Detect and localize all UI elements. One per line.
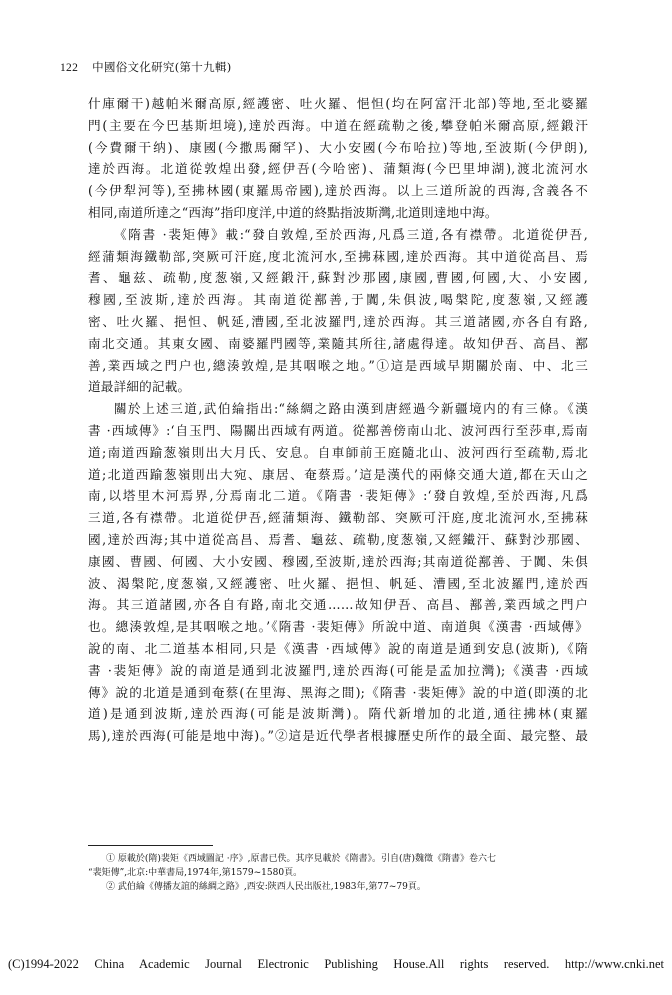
text-line: 門(主要在今巴基斯坦境),達於西海。中道在經疏勒之後,攀登帕米爾高原,經鍛汗 xyxy=(88,117,588,133)
text-line: 道)是通到波斯,達於西海(可能是波斯灣)。隋代新增加的北道,通往拂林(東羅 xyxy=(88,706,588,722)
text-line: 密、吐火羅、挹怛、帆延,漕國,至北波羅門,達於西海。其三道諸國,亦各自有路, xyxy=(88,313,588,329)
text-line: 達於西海。北道從敦煌出發,經伊吾(今哈密)、蒲類海(今巴里坤湖),渡北流河水 xyxy=(88,161,588,177)
text-line: 國,達於西海;其中道從高昌、焉耆、龜兹、疏勒,度葱嶺,又經䥫汗、蘇對沙那國、 xyxy=(88,531,588,547)
text-line: 相同,南道所達之“西海”指印度洋,中道的終點指波斯灣,北道則達地中海。 xyxy=(88,204,498,220)
footnotes xyxy=(88,852,588,894)
running-head xyxy=(60,60,232,75)
paragraph-start-line: 關於上述三道,武伯綸指出:“絲綢之路由漢到唐經過今新疆境内的有三條。《漢 xyxy=(114,401,588,417)
text-line: 三道,各有襟帶。北道從伊吾,經蒲類海、鐵勒部、突厥可汗庭,度北流河水,至拂菻 xyxy=(88,510,588,526)
text-line: 道;北道西踰葱嶺則出大宛、康居、奄蔡焉。’這是漢代的兩條交通大道,都在天山之 xyxy=(88,466,588,482)
text-line: 說的南、北二道基本相同,只是《漢書 ·西域傳》說的南道是通到安息(波斯),《隋 xyxy=(88,640,588,656)
footnote-1-continued: “裴矩傳”,北京:中華書局,1974年,第1579~1580頁。 xyxy=(88,868,303,878)
copyright-notice: (C)1994-2022 China Academic Journal Electronic Publishing House.All rights reserved. http://www.cnki.net xyxy=(8,957,664,971)
text-line: 耆、龜兹、疏勒,度葱嶺,又經鍛汗,蘇對沙那國,康國,曹國,何國,大、小安國, xyxy=(88,270,588,286)
footnote-2: ② 武伯綸《傳播友誼的絲綢之路》,西安:陝西人民出版社,1983年,第77~79頁。 xyxy=(106,882,426,892)
text-line: 書 ·西域傳》:‘自玉門、陽關出西域有两道。從鄯善傍南山北、波河西行至莎車,焉南 xyxy=(88,422,588,438)
text-line: 道最詳細的記載。 xyxy=(88,379,191,395)
text-line: 道;南道西踰葱嶺則出大月氏、安息。自車師前王庭隨北山、波河西行至疏勒,焉北 xyxy=(88,444,588,460)
text-line: 傳》說的北道是通到奄蔡(在里海、黑海之間);《隋書 ·裴矩傳》說的中道(即漢的北 xyxy=(88,684,588,700)
text-line: 書 ·裴矩傳》說的南道是通到北波羅門,達於西海(可能是孟加拉灣);《漢書 ·西域 xyxy=(88,662,588,678)
text-line: (今費爾干纳)、康國(今撒馬爾罕)、大小安國(今布哈拉)等地,至波斯(今伊朗), xyxy=(88,139,588,155)
footnote-1: ① 原載於(隋)裴矩《西域圖記 ·序》,原書已佚。其序見載於《隋書》。引自(唐)魏徵《隋書》卷六七 xyxy=(106,854,496,864)
paragraph-start-line: 《隋書 ·裴矩傳》載:“發自敦煌,至於西海,凡爲三道,各有襟帶。北道從伊吾, xyxy=(114,226,588,242)
text-line: (今伊犁河等),至拂林國(東羅馬帝國),達於西海。以上三道所說的西海,含義各不 xyxy=(88,183,588,199)
text-line: 康國、曹國、何國、大小安國、穆國,至波斯,達於西海;其南道從鄯善、于闐、朱俱 xyxy=(88,553,588,569)
text-line: 海。其三道諸國,亦各自有路,南北交通……故知伊吾、高昌、鄯善,業西域之門户 xyxy=(88,597,588,613)
text-line: 南,以塔里木河焉界,分焉南北二道。《隋書 ·裴矩傳》:‘發自敦煌,至於西海,凡爲 xyxy=(88,488,588,504)
journal-title: 中國俗文化研究(第十九輯) xyxy=(92,60,232,74)
text-line: 穆國,至波斯,達於西海。其南道從鄯善,于闐,朱俱波,喝槃陀,度葱嶺,又經護 xyxy=(88,292,588,308)
text-line: 波、渴槃陀,度葱嶺,又經護密、吐火羅、挹怛、帆延、漕國,至北波羅門,達於西 xyxy=(88,575,588,591)
text-line: 也。總湊敦煌,是其咽喉之地。’《隋書 ·裴矩傳》所說中道、南道與《漢書 ·西域傳》 xyxy=(88,619,588,635)
page-number: 122 xyxy=(60,62,79,74)
footnote-divider xyxy=(88,845,213,846)
text-line: 善,業西域之門户也,總湊敦煌,是其咽喉之地。”①這是西域早期關於南、中、北三 xyxy=(88,357,588,373)
body-text xyxy=(88,93,588,747)
text-line: 馬),達於西海(可能是地中海)。”②這是近代學者根據歷史所作的最全面、最完整、最 xyxy=(88,728,588,744)
text-line: 經蒲類海鐵勒部,突厥可汗庭,度北流河水,至拂菻國,達於西海。其中道從高昌、焉 xyxy=(88,248,588,264)
text-line: 南北交通。其東女國、南婆羅門國等,業隨其所往,諸處得達。故知伊吾、高昌、鄯 xyxy=(88,335,588,351)
text-line: 什庫爾干)越帕米爾高原,經護密、吐火羅、悒怛(均在阿富汗北部)等地,至北婆羅 xyxy=(88,96,588,111)
